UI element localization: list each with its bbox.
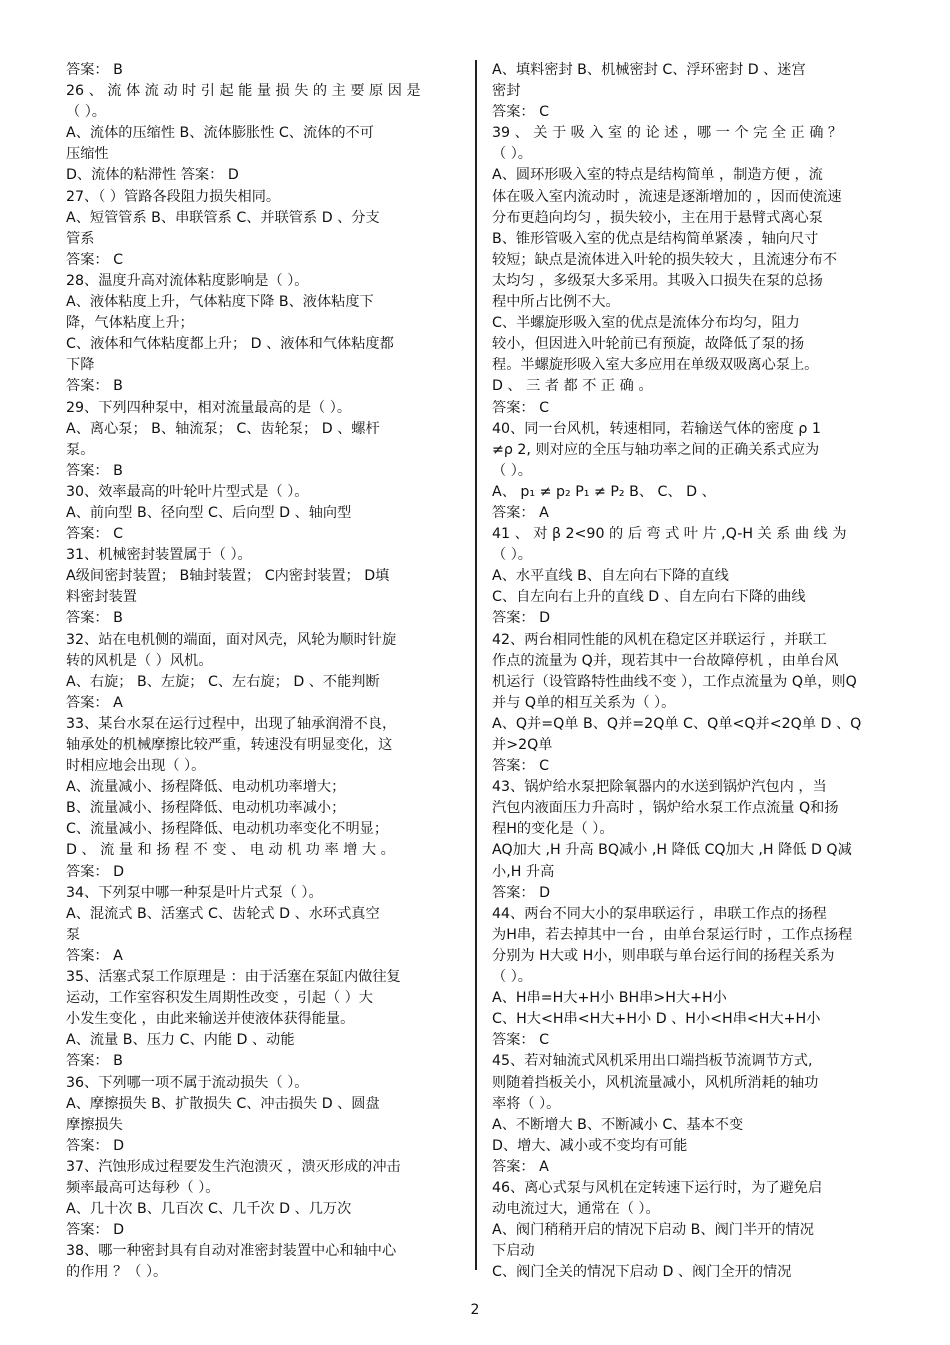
text-line: 答案： D [492, 610, 550, 627]
text-line: C、自左向右上升的直线 D 、自左向右下降的曲线 [492, 589, 806, 606]
text-line: A、流量 B、压力 C、内能 D 、动能 [66, 1032, 295, 1049]
text-line: 分布更趋向均匀 ，损失较小，主在用于悬臂式离心泵 [492, 209, 823, 226]
text-line: 43、锅炉给水泵把除氧器内的水送到锅炉汽包内 ，当 [492, 779, 827, 796]
text-line: 40、同一台风机，转速相同，若输送气体的密度 ρ 1 [492, 420, 821, 437]
text-line: 37、汽蚀形成过程要发生汽泡溃灭 ，溃灭形成的冲击 [66, 1158, 401, 1175]
text-line: 32、站在电机侧的端面，面对风壳，风轮为顺时针旋 [66, 631, 397, 648]
text-line: 27、（ ）管路各段阻力损失相同。 [66, 188, 281, 205]
column-divider [475, 60, 477, 1270]
text-line: A、填料密封 B、机械密封 C、浮环密封 D 、迷宫 [492, 62, 806, 78]
text-line: 机运行（设管路特性曲线不变 ），工作点流量为 Q单，则Q [492, 673, 857, 690]
text-line: A、离心泵； B、轴流泵； C、齿轮泵； D 、螺杆 [66, 420, 380, 437]
text-line: ≠ρ 2, 则对应的全压与轴功率之间的正确关系式应为 [492, 441, 820, 458]
text-line: C、H大<H串<H大+H小 D 、H小<H串<H大+H小 [492, 1011, 821, 1028]
text-line: 转的风机是（ ）风机。 [66, 652, 213, 669]
text-line: 程H的变化是（ ）。 [492, 821, 614, 838]
text-line: 答案： D [492, 884, 550, 901]
text-line: 36、下列哪一项不属于流动损失（ ）。 [66, 1074, 309, 1091]
text-line: A、液体粘度上升，气体粘度下降 B、液体粘度下 [66, 294, 374, 311]
text-line: A、Q并=Q单 B、Q并=2Q单 C、Q单<Q并<2Q单 D 、Q [492, 715, 862, 732]
text-line: 答案： C [492, 1032, 549, 1049]
text-line: 小,H 升高 [492, 863, 555, 880]
text-line: 35、活塞式泵工作原理是 ：由于活塞在泵缸内做往复 [66, 969, 401, 986]
text-line: 答案： C [492, 399, 549, 416]
text-line: 31、机械密封装置属于（ ）。 [66, 547, 252, 564]
text-line: 并>2Q单 [492, 737, 553, 753]
text-line: A级间密封装置； B轴封装置； C内密封装置； D填 [66, 568, 390, 585]
text-line: A、混流式 B、活塞式 C、齿轮式 D 、水环式真空 [66, 905, 380, 922]
text-line: A、流量减小、扬程降低、电动机功率增大； [66, 779, 346, 796]
text-line: 料密封装置 [66, 589, 137, 606]
text-line: A、阀门稍稍开启的情况下启动 B、阀门半开的情况 [492, 1222, 814, 1239]
text-line: C、液体和气体粘度都上升； D 、液体和气体粘度都 [66, 336, 394, 353]
text-line: 46、离心式泵与风机在定转速下运行时，为了避免启 [492, 1179, 823, 1196]
text-line: A、摩擦损失 B、扩散损失 C、冲击损失 D 、圆盘 [66, 1095, 380, 1112]
text-line: 答案： B [66, 378, 123, 395]
text-line: 答案： D [66, 1222, 124, 1239]
text-line: A、H串=H大+H小 BH串>H大+H小 [492, 990, 727, 1007]
text-line: 泵。 [66, 441, 95, 458]
text-line: 并与 Q单的相互关系为（ ）。 [492, 694, 676, 711]
text-line: 压缩性 [66, 146, 109, 163]
text-line: （ ）。 [492, 462, 532, 479]
text-line: D 、 三 者 都 不 正 确 。 [492, 378, 653, 395]
text-line: 39 、 关 于 吸 入 室 的 论 述 ，哪 一 个 完 全 正 确 ？ [492, 125, 843, 142]
text-line: 程。半螺旋形吸入室大多应用在单级双吸离心泵上。 [492, 357, 819, 374]
page-number: 2 [470, 1302, 480, 1318]
text-line: 答案： C [66, 526, 123, 543]
text-line: D、增大、减小或不变均有可能 [492, 1137, 688, 1154]
text-line: 45、若对轴流式风机采用出口端挡板节流调节方式, [492, 1053, 813, 1070]
text-line: 汽包内液面压力升高时 ，锅炉给水泵工作点流量 Q和扬 [492, 800, 839, 817]
text-line: 38、哪一种密封具有自动对准密封装置中心和轴中心 [66, 1243, 397, 1260]
text-line: 答案： A [66, 947, 123, 964]
text-line: 密封 [492, 83, 521, 100]
left-column [66, 60, 458, 1283]
text-line: 作点的流量为 Q并，现若其中一台故障停机 ，由单台风 [492, 652, 839, 669]
text-line: 分别为 H大或 H小，则串联与单台运行间的扬程关系为 [492, 947, 835, 964]
text-line: 答案： C [492, 104, 549, 121]
text-line: A、短管管系 B、串联管系 C、并联管系 D 、分支 [66, 209, 380, 226]
text-line: C、阀门全关的情况下启动 D 、阀门全开的情况 [492, 1264, 792, 1281]
text-line: 答案： C [66, 251, 123, 268]
text-line: 太均匀 ，多级泵大多采用。其吸入口损失在泵的总扬 [492, 272, 823, 289]
text-line: D 、 流 量 和 扬 程 不 变 、 电 动 机 功 率 增 大 。 [66, 842, 395, 859]
text-line: 泵 [66, 926, 81, 943]
text-line: 轴承处的机械摩擦比较严重，转速没有明显变化，这 [66, 737, 393, 753]
text-line: 较小，但因进入叶轮前已有预旋，故降低了泵的扬 [492, 336, 805, 353]
text-line: A、 p₁ ≠ p₂ P₁ ≠ P₂ B、 C、 D 、 [492, 483, 716, 500]
text-line: C、流量减小、扬程降低、电动机功率变化不明显； [66, 821, 389, 838]
text-line: 降，气体粘度上升； [66, 315, 194, 332]
text-line: （ ）。 [492, 146, 532, 163]
text-line: A、几十次 B、几百次 C、几千次 D 、几万次 [66, 1201, 352, 1218]
text-line: 摩擦损失 [66, 1116, 123, 1133]
text-line: 答案： C [492, 758, 549, 775]
text-line: 答案： D [66, 863, 124, 880]
text-line: C、半螺旋形吸入室的优点是流体分布均匀，阻力 [492, 315, 800, 332]
text-line: 答案： B [66, 62, 123, 78]
text-line: 33、某台水泵在运行过程中，出现了轴承润滑不良， [66, 715, 397, 732]
text-line: 41 、 对 β 2<90 的 后 弯 式 叶 片 ,Q-H 关 系 曲 线 为 [492, 526, 847, 543]
text-line: （ ）。 [492, 969, 532, 986]
text-line: A、右旋； B、左旋； C、左右旋； D 、不能判断 [66, 673, 380, 690]
text-line: 为H串，若去掉其中一台 ，由单台泵运行时 ，工作点扬程 [492, 926, 853, 943]
text-line: 答案： B [66, 1053, 123, 1070]
text-line: （ ）。 [66, 104, 106, 121]
text-line: 答案： A [492, 504, 549, 521]
text-line: A、流体的压缩性 B、流体膨胀性 C、流体的不可 [66, 125, 374, 142]
text-line: 管系 [66, 230, 95, 247]
text-line: 30、效率最高的叶轮叶片型式是（ ）。 [66, 483, 309, 500]
text-line: 26 、 流 体 流 动 时 引 起 能 量 损 失 的 主 要 原 因 是 [66, 83, 421, 100]
text-line: （ ）。 [492, 547, 532, 564]
text-line: B、流量减小、扬程降低、电动机功率减小； [66, 800, 346, 817]
text-line: AQ加大 ,H 升高 BQ减小 ,H 降低 CQ加大 ,H 降低 D Q减 [492, 842, 852, 859]
text-line: 答案： B [66, 610, 123, 627]
text-line: 小发生变化 ，由此来输送并使液体获得能量。 [66, 1011, 355, 1028]
text-line: 程中所占比例不大。 [492, 294, 620, 311]
text-line: 28、温度升高对流体粘度影响是（ ）。 [66, 272, 309, 289]
text-line: 答案： A [492, 1158, 549, 1175]
text-line: 答案： D [66, 1137, 124, 1154]
text-line: 体在吸入室内流动时 ，流速是逐渐增加的 ，因而使流速 [492, 188, 842, 205]
text-line: 率将（ ）。 [492, 1095, 561, 1112]
text-line: 的作用 ？（ ）。 [66, 1264, 168, 1281]
text-line: 44、两台不同大小的泵串联运行 ，串联工作点的扬程 [492, 905, 827, 922]
text-line: A、水平直线 B、自左向右下降的直线 [492, 568, 729, 585]
text-line: B、锥形管吸入室的优点是结构简单紧凑 ，轴向尺寸 [492, 230, 819, 247]
text-line: 频率最高可达每秒（ ）。 [66, 1179, 220, 1196]
text-line: D、流体的粘滞性 答案： D [66, 167, 239, 184]
text-line: 下启动 [492, 1243, 535, 1260]
text-line: 答案： B [66, 462, 123, 479]
text-line: 42、两台相同性能的风机在稳定区并联运行 ，并联工 [492, 631, 827, 648]
text-line: 运动，工作室容积发生周期性改变 ，引起（ ）大 [66, 990, 373, 1007]
text-line: 答案： A [66, 694, 123, 711]
text-line: A、圆环形吸入室的特点是结构简单 ，制造方便 ，流 [492, 167, 823, 184]
text-line: A、不断增大 B、不断减小 C、基本不变 [492, 1116, 744, 1133]
text-line: 29、下列四种泵中，相对流量最高的是（ ）。 [66, 399, 352, 416]
text-line: 动电流过大，通常在（ ）。 [492, 1201, 660, 1218]
text-line: 下降 [66, 357, 95, 374]
right-column [492, 60, 884, 1283]
text-line: 时相应地会出现（ ）。 [66, 758, 206, 775]
text-line: A、前向型 B、径向型 C、后向型 D 、轴向型 [66, 504, 352, 521]
text-line: 较短；缺点是流体进入叶轮的损失较大 ，且流速分布不 [492, 251, 838, 268]
text-line: 则随着挡板关小，风机流量减小，风机所消耗的轴功 [492, 1074, 819, 1091]
text-line: 34、下列泵中哪一种泵是叶片式泵（ ）。 [66, 884, 323, 901]
